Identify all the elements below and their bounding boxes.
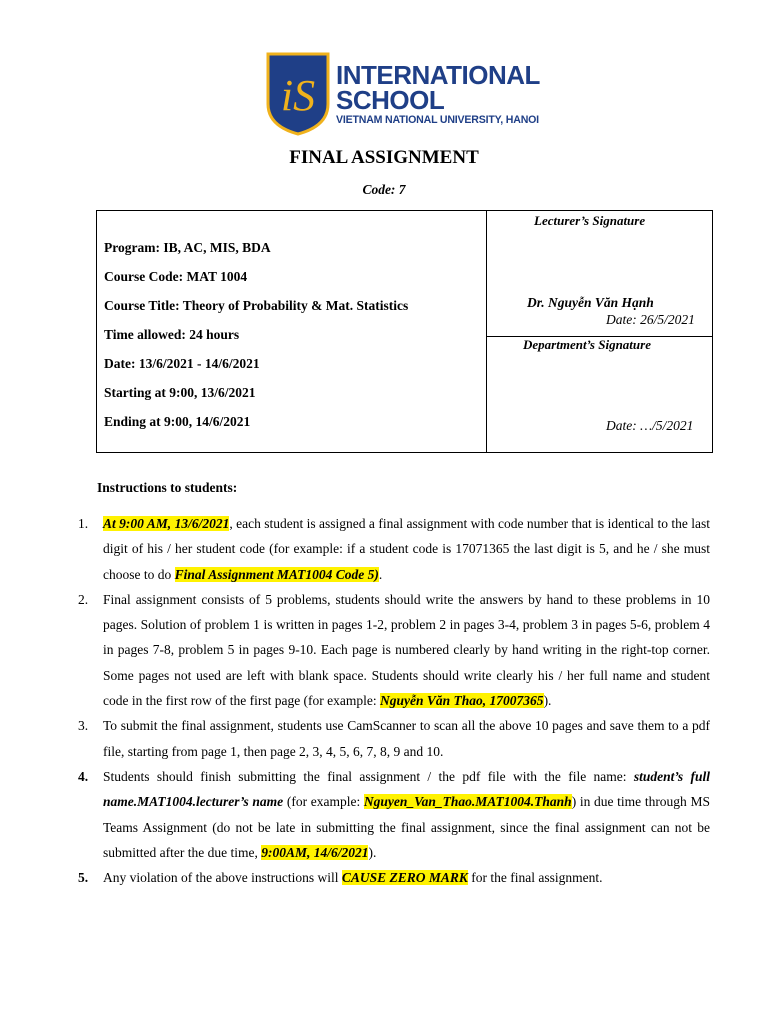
lecturer-name: Dr. Nguyễn Văn Hạnh (527, 295, 654, 310)
instruction-number: 3. (78, 718, 89, 734)
instruction-text: Students should finish submitting the final assignment / the pdf file with the file name: (103, 768, 634, 784)
starting-line: Starting at 9:00, 13/6/2021 (104, 385, 256, 400)
course-code-line: Course Code: MAT 1004 (104, 269, 248, 284)
instructions-heading: Instructions to students: (97, 480, 238, 495)
instruction-number: 4. (78, 768, 89, 784)
box-divider-vertical (486, 211, 487, 452)
instruction-text: (for example: (283, 794, 364, 810)
instruction-text: Final assignment consists of 5 problems, students should write the answers by hand to these problems in 10 pages. Solution of problem 1 is written in pages 1-2, problem 2 in pages 3-4, problem 3 in pages 5-6, problem 4 in pages 7-8, problem 5 in pages 9-10. Each page is numbered clearly by hand writing in the right-top corner. Some pages not used are left with blank space. Students should write clearly his / her full name and student code in the first row of the first page (for example: (103, 591, 710, 709)
instruction-item (78, 764, 710, 865)
instruction-text: for the final assignment. (467, 870, 603, 886)
time-allowed-line: Time allowed: 24 hours (104, 327, 240, 342)
instruction-text: . (378, 566, 383, 582)
highlighted-text: CAUSE ZERO MARK (341, 870, 468, 886)
highlighted-text: 9:00AM, 14/6/2021 (261, 844, 369, 860)
instructions-list (78, 511, 710, 890)
program-line: Program: IB, AC, MIS, BDA (104, 240, 271, 255)
instruction-text: ). (368, 844, 377, 860)
instruction-number: 2. (78, 591, 89, 607)
emphasized-text: student’s full name.MAT1004.lecturer’s name (103, 768, 710, 810)
instruction-number: 1. (78, 516, 89, 531)
page-title: FINAL ASSIGNMENT (289, 147, 479, 168)
highlighted-text: Nguyen_Van_Thao.MAT1004.Thanh (363, 794, 572, 810)
lecturer-signature-heading: Lecturer’s Signature (534, 213, 646, 228)
instruction-text: Any violation of the above instructions will (103, 870, 342, 886)
assignment-code: Code: 7 (362, 182, 406, 197)
highlighted-text: Nguyễn Văn Thao, 17007365 (380, 693, 544, 709)
logo-line-3: VIETNAM NATIONAL UNIVERSITY, HANOI (336, 114, 539, 126)
instruction-item (78, 865, 710, 890)
instruction-item (78, 511, 710, 587)
instruction-number: 5. (78, 870, 89, 886)
course-title-line: Course Title: Theory of Probability & Mat. Statistics (104, 298, 409, 313)
instruction-text: To submit the final assignment, students use CamScanner to scan all the above 10 pages and save them to a pdf file, starting from page 1, then page 2, 3, 4, 5, 6, 7, 8, 9 and 10. (103, 718, 710, 759)
instruction-text: ) in due time through MS Teams Assignment (do not be late in submitting the final assignment, since the final assignment can not be submitted after the due time, (103, 794, 710, 860)
date-line: Date: 13/6/2021 - 14/6/2021 (104, 356, 260, 371)
department-signature-heading: Department’s Signature (523, 337, 651, 352)
instruction-text: , each student is assigned a final assignment with code number that is identical to the last digit of his / her student code (for example: if a student code is 17071365 the last digit is 5, and he / she must choose to do (103, 516, 710, 582)
course-info-box (96, 210, 713, 453)
school-shield-icon (266, 52, 330, 136)
school-logo (266, 52, 556, 138)
logo-line-1: INTERNATIONAL (336, 60, 540, 90)
department-signature-date: Date: …/5/2021 (606, 418, 694, 433)
logo-monogram: iS (280, 71, 316, 120)
instruction-item (78, 587, 710, 713)
lecturer-signature-date: Date: 26/5/2021 (606, 312, 695, 327)
ending-line: Ending at 9:00, 14/6/2021 (104, 414, 251, 429)
instruction-item (78, 713, 710, 764)
highlighted-text: Final Assignment MAT1004 Code 5) (174, 566, 379, 582)
highlighted-text: At 9:00 AM, 13/6/2021 (103, 516, 230, 531)
logo-line-2: SCHOOL (336, 85, 445, 115)
instruction-text: ). (543, 693, 552, 709)
